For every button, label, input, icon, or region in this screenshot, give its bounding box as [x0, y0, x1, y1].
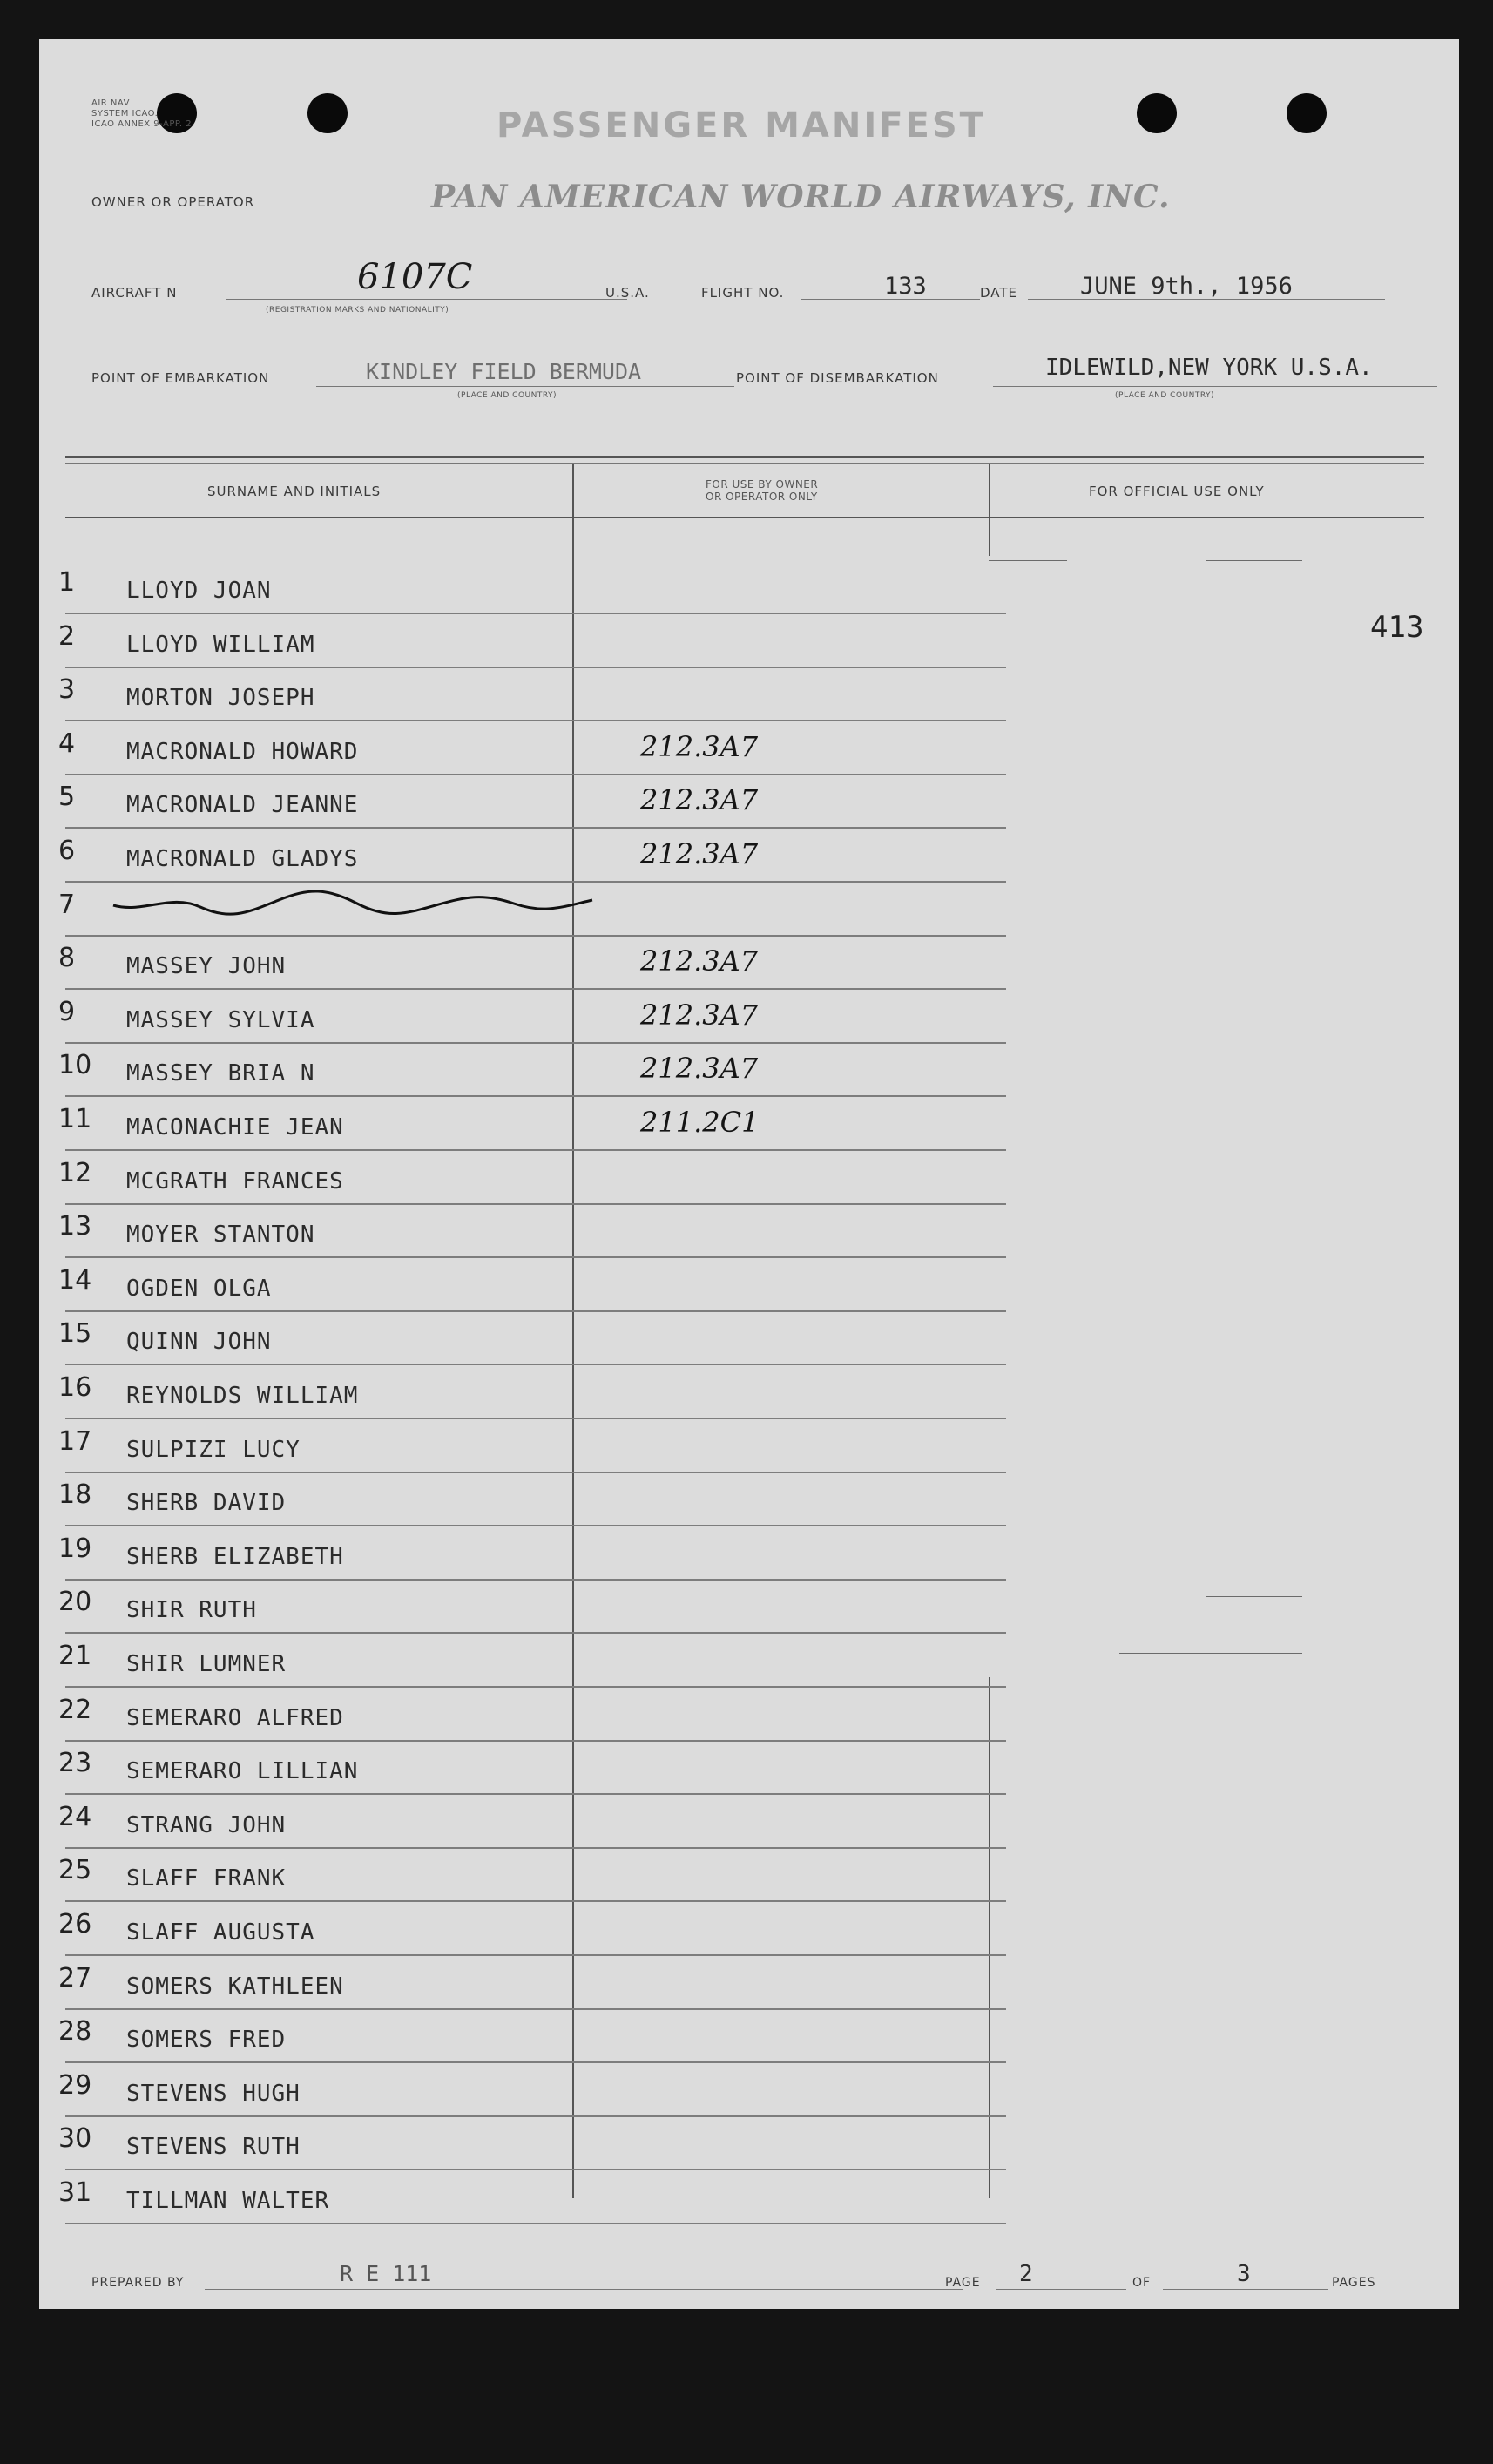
passenger-name: STEVENS RUTH	[126, 2134, 301, 2160]
table-row	[39, 1041, 1459, 1097]
passenger-name: SOMERS FRED	[126, 2027, 287, 2053]
table-row	[39, 1846, 1459, 1902]
prepared-label: PREPARED BY	[91, 2276, 185, 2290]
passenger-name: LLOYD JOAN	[126, 578, 272, 604]
margin-note: 413	[1370, 610, 1424, 645]
table-row	[39, 1364, 1459, 1419]
row-number: 19	[58, 1533, 92, 1564]
page-total: 3	[1237, 2261, 1251, 2287]
punch-hole	[1137, 93, 1177, 133]
passenger-name: SOMERS KATHLEEN	[126, 1973, 344, 2000]
table-row	[39, 1578, 1459, 1634]
row-number: 11	[58, 1104, 92, 1134]
table-row	[39, 1471, 1459, 1526]
pages-label: PAGES	[1332, 2276, 1376, 2290]
table-row	[39, 1739, 1459, 1795]
table-row	[39, 773, 1459, 829]
table-row	[39, 1793, 1459, 1849]
column-header-owner-use-1: FOR USE BY OWNER	[706, 478, 819, 491]
passenger-name: SULPIZI LUCY	[126, 1437, 301, 1463]
row-number: 22	[58, 1695, 92, 1725]
passenger-name: SEMERARO ALFRED	[126, 1705, 344, 1731]
owner-code: 212.3A7	[640, 730, 759, 763]
row-number: 1	[58, 567, 76, 598]
table-row	[39, 720, 1459, 775]
flight-label: FLIGHT NO.	[701, 285, 785, 301]
table-row	[39, 1418, 1459, 1473]
passenger-name: SHIR LUMNER	[126, 1651, 287, 1677]
row-number: 24	[58, 1802, 92, 1832]
passenger-name: QUINN JOHN	[126, 1329, 272, 1355]
passenger-name: OGDEN OLGA	[126, 1276, 272, 1302]
table-row	[39, 1525, 1459, 1581]
table-row	[39, 2061, 1459, 2117]
prepared-value: R E 111	[340, 2261, 432, 2286]
row-number: 29	[58, 2070, 92, 2101]
table-row	[39, 2007, 1459, 2063]
passenger-name: SLAFF FRANK	[126, 1865, 287, 1892]
table-row	[39, 1256, 1459, 1312]
table-row	[39, 1632, 1459, 1688]
row-number: 9	[58, 997, 76, 1027]
aircraft-label: AIRCRAFT N	[91, 285, 178, 301]
row-number: 14	[58, 1265, 92, 1296]
disembarkation-value: IDLEWILD,NEW YORK U.S.A.	[1045, 355, 1373, 381]
manifest-sheet	[39, 39, 1459, 2309]
passenger-name: SEMERARO LILLIAN	[126, 1758, 359, 1784]
table-row	[39, 613, 1459, 668]
row-number: 8	[58, 943, 76, 973]
passenger-name: STRANG JOHN	[126, 1812, 287, 1838]
row-number: 23	[58, 1748, 92, 1778]
row-number: 20	[58, 1587, 92, 1617]
punch-hole	[307, 93, 348, 133]
table-row	[39, 2115, 1459, 2170]
owner-code: 212.3A7	[640, 1052, 759, 1085]
table-row	[39, 558, 1459, 614]
embarkation-value: KINDLEY FIELD BERMUDA	[366, 359, 642, 384]
table-row	[39, 1954, 1459, 2010]
strikethrough-scribble	[109, 881, 597, 924]
passenger-name: LLOYD WILLIAM	[126, 632, 315, 658]
operator-name: PAN AMERICAN WORLD AIRWAYS, INC.	[431, 179, 1171, 215]
column-header-owner-use-2: OR OPERATOR ONLY	[706, 491, 818, 503]
owner-code: 212.3A7	[640, 783, 759, 816]
table-row	[39, 1900, 1459, 1956]
row-number: 25	[58, 1855, 92, 1885]
aircraft-hint: (REGISTRATION MARKS AND NATIONALITY)	[266, 306, 449, 315]
passenger-name: MASSEY BRIA N	[126, 1060, 315, 1086]
passenger-name: MORTON JOSEPH	[126, 685, 315, 711]
row-number: 18	[58, 1479, 92, 1510]
passenger-name: MASSEY SYLVIA	[126, 1007, 315, 1033]
passenger-name: MCGRATH FRANCES	[126, 1168, 344, 1195]
table-row	[39, 1095, 1459, 1151]
disembarkation-label: POINT OF DISEMBARKATION	[736, 370, 939, 386]
row-number: 5	[58, 782, 76, 812]
row-number: 28	[58, 2016, 92, 2047]
aircraft-value: 6107C	[357, 257, 473, 297]
passenger-name: SLAFF AUGUSTA	[126, 1919, 315, 1946]
row-number: 6	[58, 836, 76, 866]
table-row	[39, 934, 1459, 990]
owner-label: OWNER OR OPERATOR	[91, 194, 255, 210]
passenger-name: SHERB ELIZABETH	[126, 1544, 344, 1570]
flight-value: 133	[884, 273, 927, 300]
form-reference-1: AIR NAV	[91, 98, 130, 108]
table-row	[39, 1686, 1459, 1742]
passenger-name: MOYER STANTON	[126, 1222, 315, 1248]
punch-hole	[1287, 93, 1327, 133]
column-header-official-use: FOR OFFICIAL USE ONLY	[1089, 484, 1265, 499]
row-number: 2	[58, 621, 76, 652]
passenger-name: MACRONALD GLADYS	[126, 846, 359, 872]
passenger-name: SHERB DAVID	[126, 1490, 287, 1516]
row-number: 7	[58, 890, 76, 920]
row-number: 30	[58, 2123, 92, 2154]
of-label: OF	[1132, 2276, 1152, 2290]
row-number: 4	[58, 728, 76, 759]
row-number: 13	[58, 1211, 92, 1242]
table-row	[39, 988, 1459, 1044]
owner-code: 212.3A7	[640, 837, 759, 870]
passenger-name: MACONACHIE JEAN	[126, 1114, 344, 1141]
page-number: 2	[1019, 2261, 1033, 2287]
row-number: 15	[58, 1318, 92, 1349]
owner-code: 211.2C1	[640, 1106, 760, 1139]
table-row	[39, 666, 1459, 721]
passenger-name: STEVENS HUGH	[126, 2081, 301, 2107]
table-row	[39, 1149, 1459, 1205]
row-number: 21	[58, 1641, 92, 1671]
table-row	[39, 1202, 1459, 1258]
page-title: PASSENGER MANIFEST	[497, 105, 986, 146]
passenger-name: REYNOLDS WILLIAM	[126, 1383, 359, 1409]
passenger-name: MASSEY JOHN	[126, 953, 287, 979]
page-label: PAGE	[945, 2276, 981, 2290]
nationality: U.S.A.	[605, 285, 650, 301]
row-number: 31	[58, 2177, 92, 2208]
row-number: 10	[58, 1050, 92, 1080]
embarkation-label: POINT OF EMBARKATION	[91, 370, 270, 386]
owner-code: 212.3A7	[640, 998, 759, 1032]
row-number: 26	[58, 1909, 92, 1939]
row-number: 3	[58, 674, 76, 705]
disembarkation-hint: (PLACE AND COUNTRY)	[1115, 391, 1215, 400]
embarkation-hint: (PLACE AND COUNTRY)	[457, 391, 557, 400]
table-row	[39, 881, 1459, 937]
passenger-name: SHIR RUTH	[126, 1597, 257, 1623]
row-number: 17	[58, 1426, 92, 1457]
form-reference-2: SYSTEM ICAO.	[91, 109, 159, 118]
form-reference-3: ICAO ANNEX 9-APP. 2	[91, 119, 193, 129]
date-value: JUNE 9th., 1956	[1080, 273, 1293, 300]
passenger-name: TILLMAN WALTER	[126, 2188, 330, 2214]
row-number: 16	[58, 1372, 92, 1403]
table-row	[39, 827, 1459, 883]
date-label: DATE	[980, 285, 1018, 301]
passenger-name: MACRONALD HOWARD	[126, 739, 359, 765]
row-number: 12	[58, 1158, 92, 1188]
owner-code: 212.3A7	[640, 944, 759, 978]
table-row	[39, 1310, 1459, 1365]
table-row	[39, 2169, 1459, 2224]
row-number: 27	[58, 1963, 92, 1994]
passenger-name: MACRONALD JEANNE	[126, 792, 359, 818]
column-header-surname: SURNAME AND INITIALS	[207, 484, 382, 499]
